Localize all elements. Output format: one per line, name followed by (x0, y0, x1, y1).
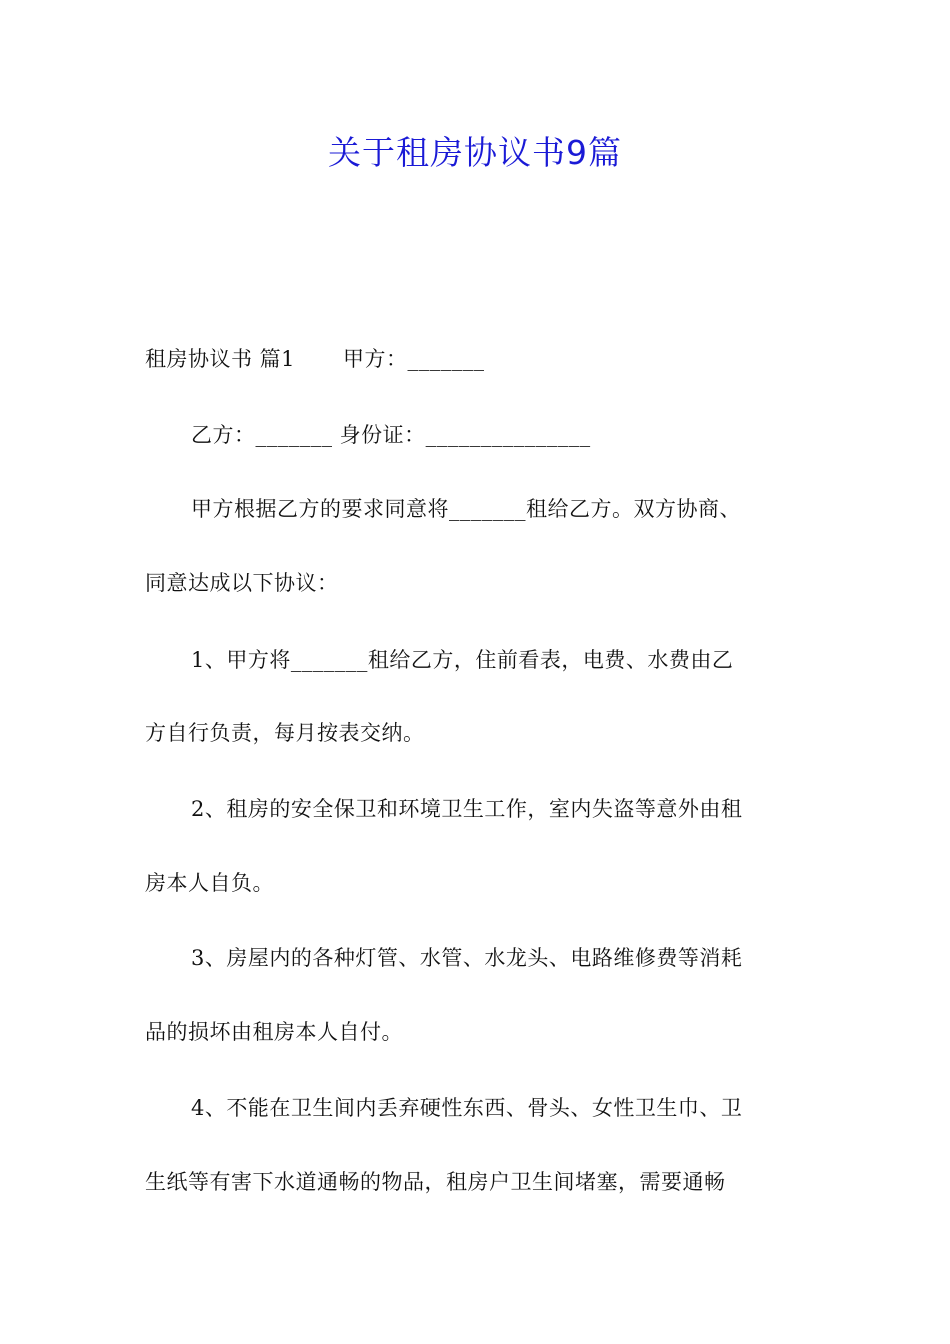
document-title: 关于租房协议书9篇 (328, 133, 622, 172)
paragraph-line: 2、租房的安全保卫和环境卫生工作，室内失盗等意外由租 (191, 797, 743, 821)
paragraph-line: 方自行负责，每月按表交纳。 (145, 721, 425, 745)
paragraph-line: 3、房屋内的各种灯管、水管、水龙头、电路维修费等消耗 (191, 946, 743, 970)
paragraph-line: 生纸等有害下水道通畅的物品，租房户卫生间堵塞，需要通畅 (145, 1170, 726, 1194)
paragraph-line: 1、甲方将_______租给乙方，住前看表，电费、水费由乙 (191, 648, 734, 672)
party-b-line: 乙方：_______ 身份证：_______________ (191, 423, 591, 447)
section-heading-line (145, 344, 485, 374)
paragraph-line: 房本人自负。 (145, 871, 274, 895)
paragraph-line: 品的损坏由租房本人自付。 (145, 1020, 403, 1044)
party-a-field: 甲方：_______ (343, 347, 485, 371)
section-label: 租房协议书 篇1 (145, 347, 296, 371)
paragraph-line: 同意达成以下协议： (145, 571, 339, 595)
paragraph-line: 甲方根据乙方的要求同意将_______租给乙方。双方协商、 (191, 497, 741, 521)
paragraph-line: 4、不能在卫生间内丢弃硬性东西、骨头、女性卫生巾、卫 (191, 1096, 743, 1120)
